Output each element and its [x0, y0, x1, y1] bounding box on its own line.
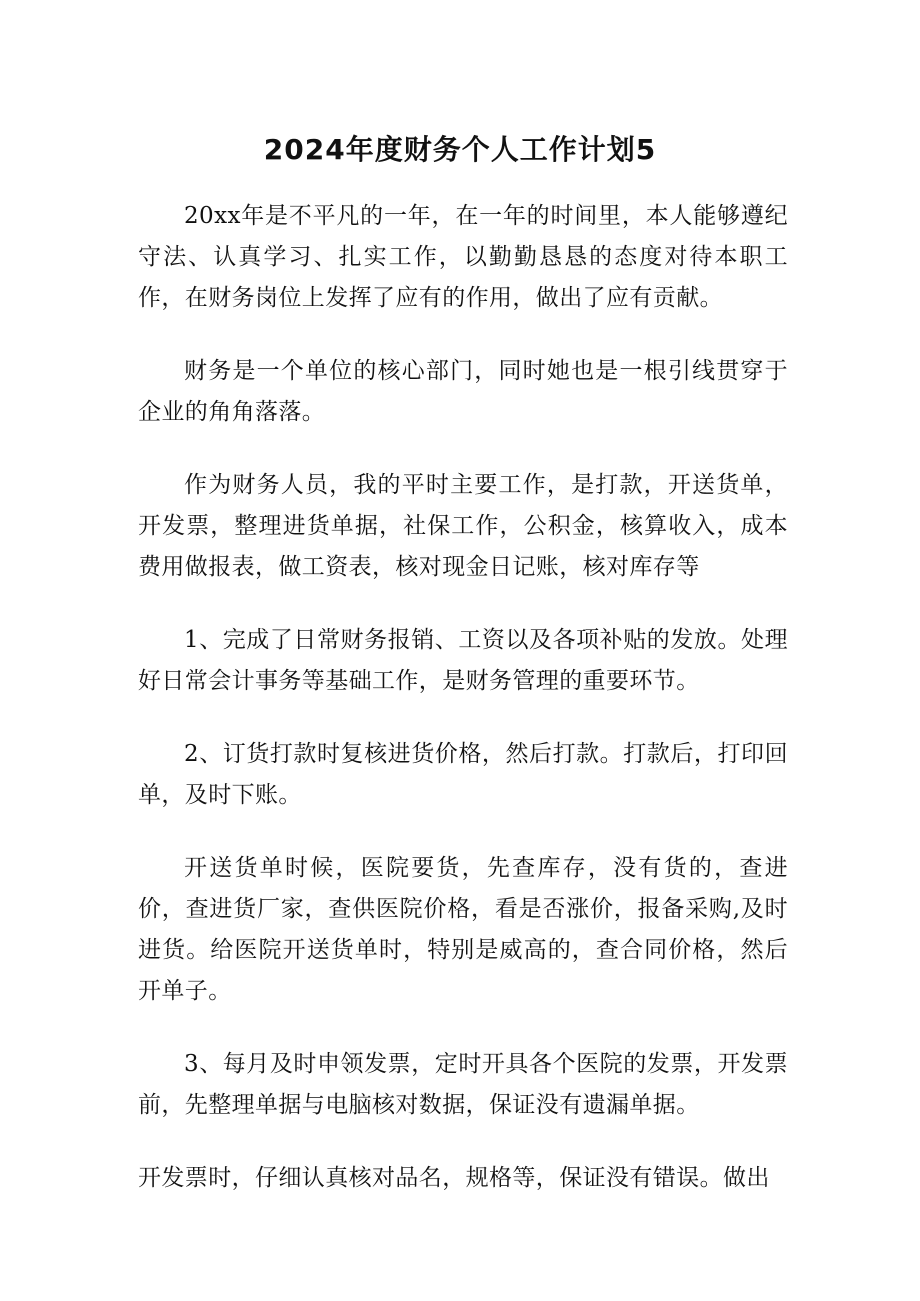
paragraph-duties: 作为财务人员，我的平时主要工作，是打款，开送货单，开发票，整理进货单据，社保工作，公积金，核算收入，成本费用做报表，做工资表，核对现金日记账，核对库存等: [138, 472, 788, 580]
paragraph-finance-role: 财务是一个单位的核心部门，同时她也是一根引线贯穿于企业的角角落落。: [138, 358, 788, 425]
paragraph-item-3: 3、每月及时申领发票，定时开具各个医院的发票，开发票前，先整理单据与电脑核对数据，保证没有遗漏单据。: [138, 1051, 788, 1118]
document-title: 2024年度财务个人工作计划5: [263, 133, 657, 166]
paragraph-item-2: 2、订货打款时复核进货价格，然后打款。打款后，打印回单，及时下账。: [138, 741, 788, 808]
document-body: [138, 196, 788, 1231]
paragraph-item-1: 1、完成了日常财务报销、工资以及各项补贴的发放。处理好日常会计事务等基础工作，是财务管理的重要环节。: [138, 627, 788, 694]
paragraph-delivery-note: 开送货单时候，医院要货，先查库存，没有货的，查进价，查进货厂家，查供医院价格，看是否涨价，报备采购,及时进货。给医院开送货单时，特别是威高的，查合同价格，然后开单子。: [138, 855, 788, 1004]
paragraph-intro: 20xx年是不平凡的一年，在一年的时间里，本人能够遵纪守法、认真学习、扎实工作，以勤勤恳恳的态度对待本职工作，在财务岗位上发挥了应有的作用，做出了应有贡献。: [138, 203, 788, 311]
paragraph-invoice-check: 开发票时，仔细认真核对品名，规格等，保证没有错误。做出: [138, 1165, 770, 1191]
